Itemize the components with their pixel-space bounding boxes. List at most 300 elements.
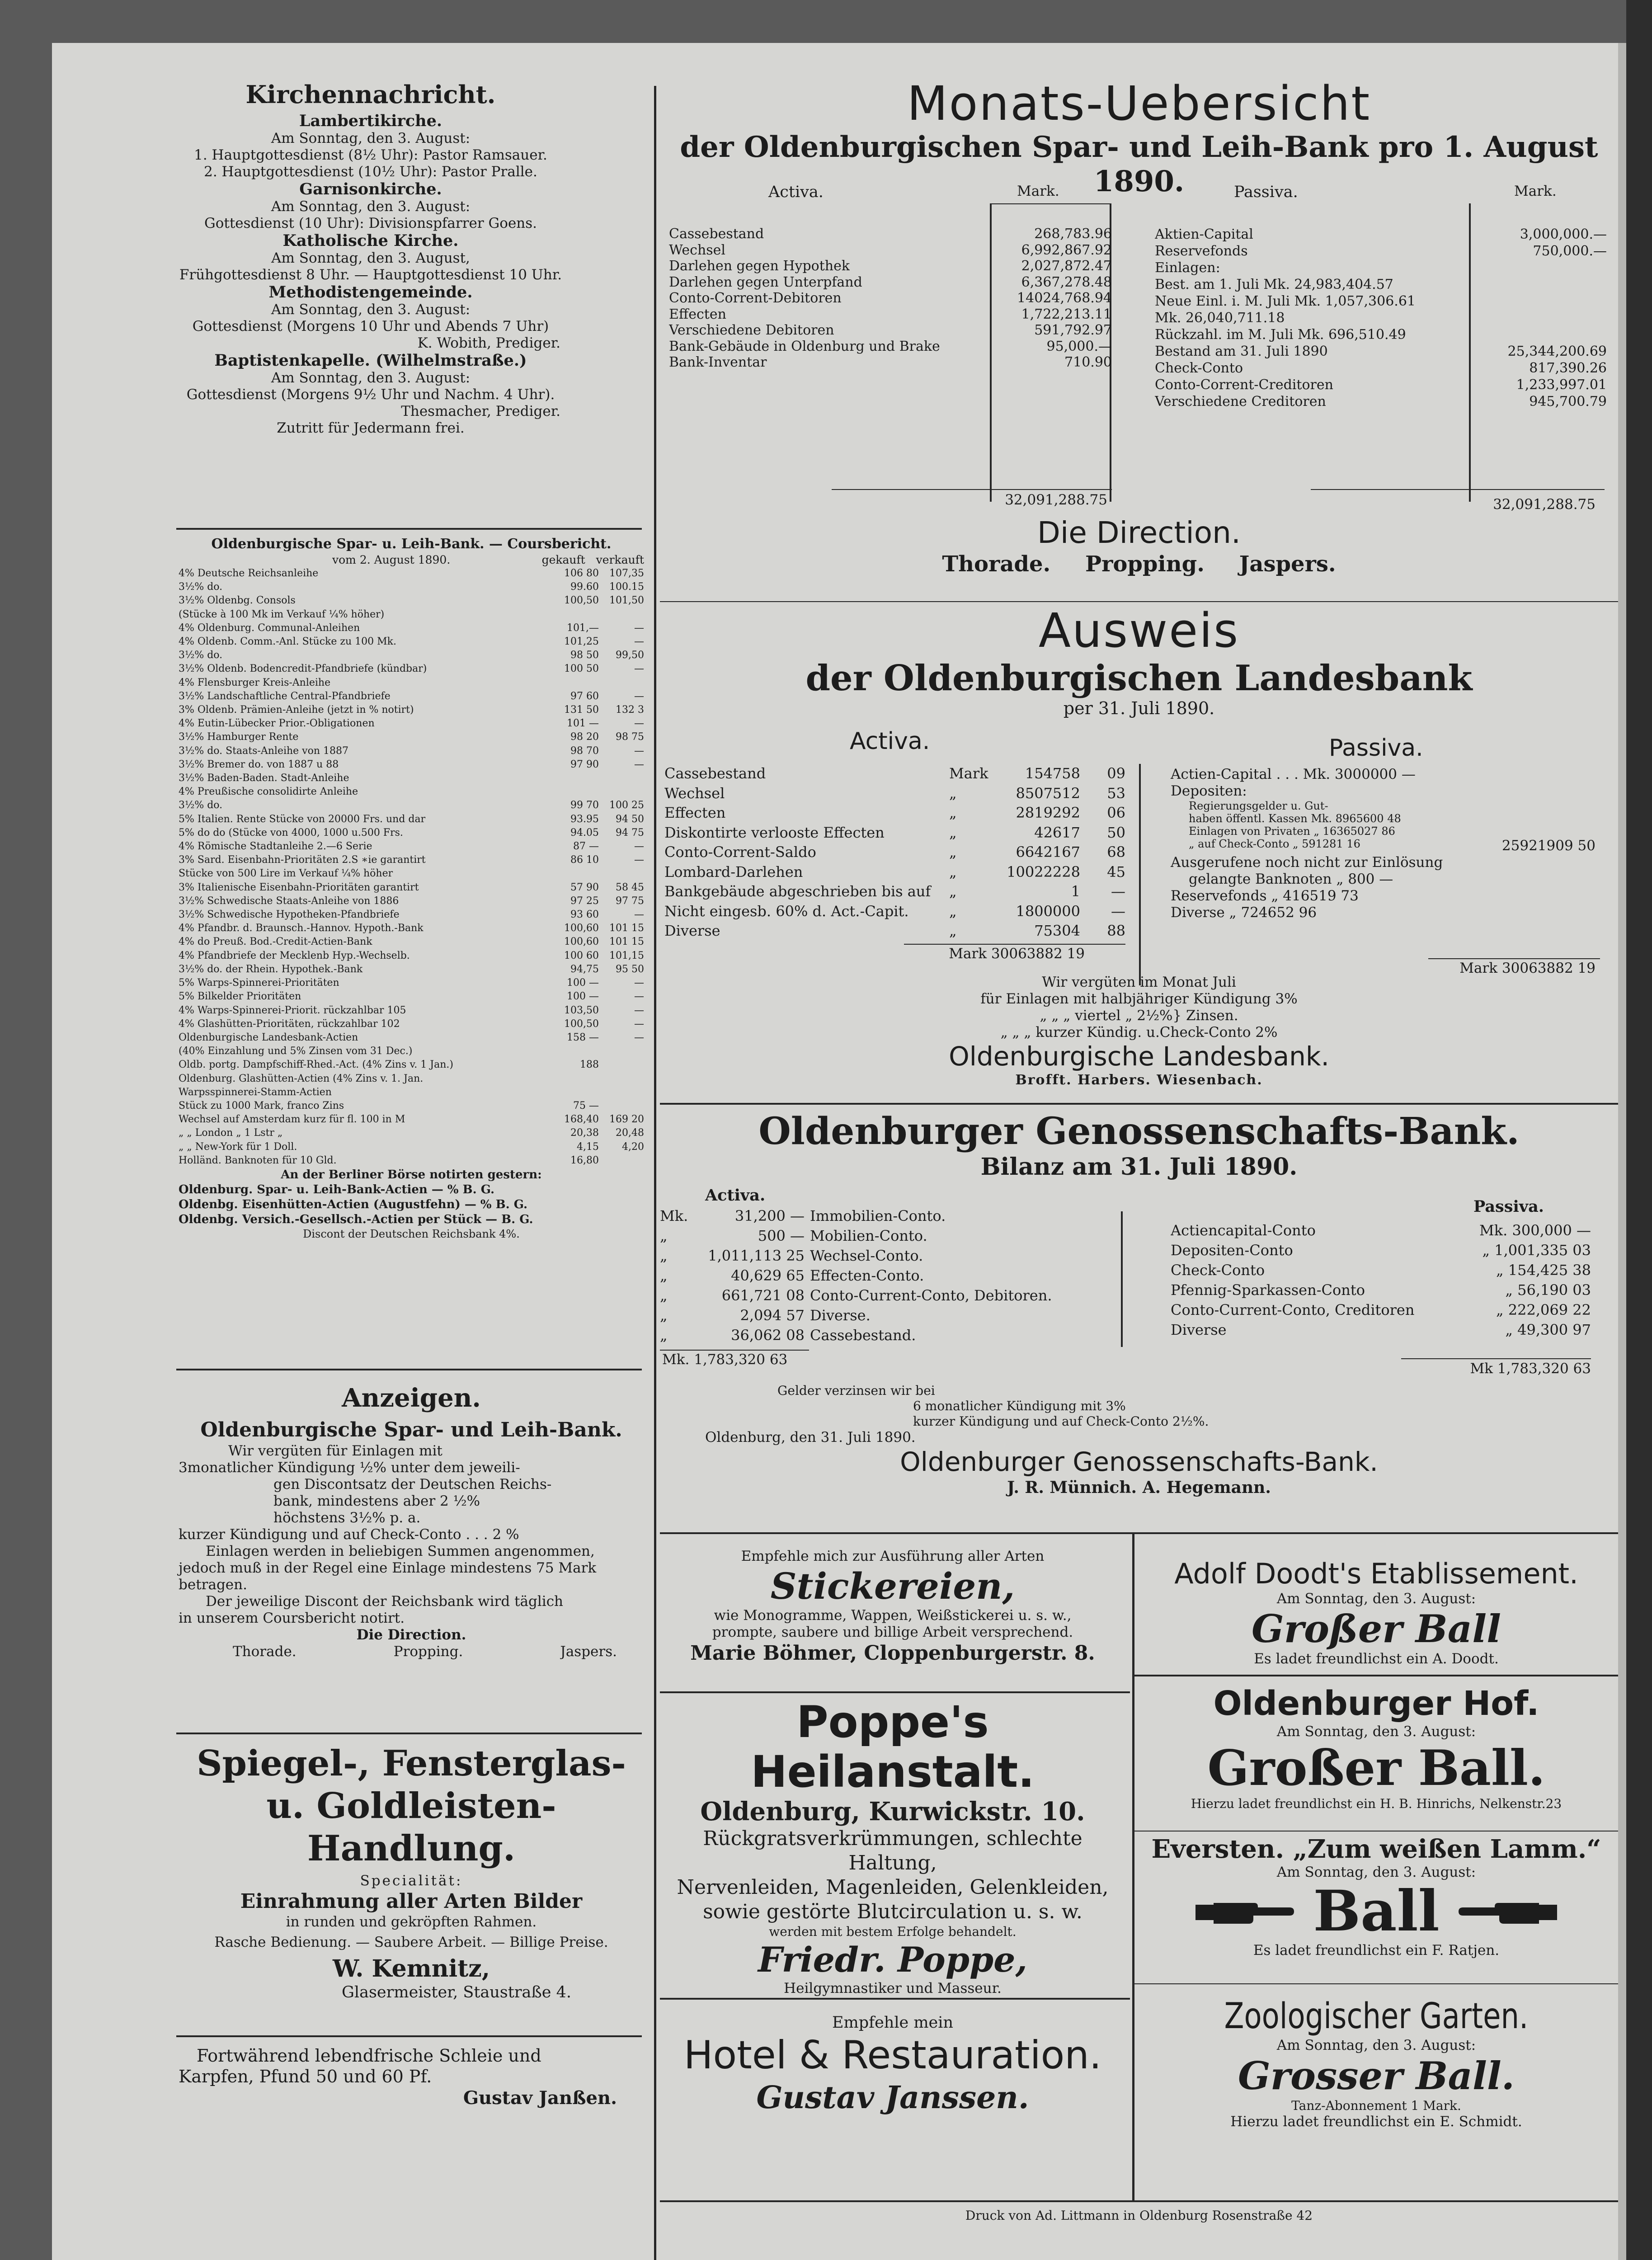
course-sold [599, 867, 644, 880]
course-name: 4% do Preuß. Bod.-Credit-Actien-Bank [179, 936, 372, 948]
savings-sig-1: Thorade. [233, 1643, 297, 1660]
monthly-activa-item: Bank-Gebäude in Oldenburg und Brake [669, 338, 940, 354]
monthly-activa-row [669, 258, 1112, 274]
course-name: „ „ London „ 1 Lstr „ [179, 1127, 283, 1139]
monthly-activa-row [669, 322, 1112, 339]
statement-activa-cents: 68 [1107, 843, 1125, 861]
berlin-line-2: Oldenbg. Eisenhütten-Actien (Augustfehn) — % B. G. [179, 1197, 528, 1211]
monthly-activa-value: 268,783.96 [1034, 226, 1112, 242]
course-sold: — [634, 1004, 644, 1016]
monthly-activa-item: Effecten [669, 306, 726, 322]
course-sold: — [634, 718, 644, 730]
rule [1134, 1831, 1618, 1832]
monthly-activa-item: Darlehen gegen Hypothek [669, 258, 850, 274]
coop-passiva-item: Depositen-Conto [1171, 1242, 1293, 1259]
lamberti-line-1: 1. Hauptgottesdienst (8½ Uhr): Pastor Ramsauer. [194, 147, 547, 163]
coop-passiva-label: Passiva. [1473, 1197, 1544, 1216]
monthly-passiva-value: 817,390.26 [1529, 360, 1607, 376]
course-row [179, 1072, 644, 1086]
course-bought: 100,50 [564, 1018, 599, 1030]
lamberti-heading: Lambertikirche. [299, 112, 442, 130]
monthly-activa-row [669, 274, 1112, 291]
eversten-ad [1139, 1834, 1614, 1959]
course-sold [599, 1058, 644, 1072]
embroidery-owner: Marie Böhmer, Cloppenburgerstr. 8. [690, 1642, 1095, 1665]
monthly-activa-row [669, 242, 1112, 259]
monthly-title: Monats-Uebersicht [907, 76, 1371, 131]
course-row [179, 949, 644, 963]
course-sold: 132 3 [616, 704, 644, 716]
embroidery-line-2: wie Monogramme, Wappen, Weißstickerei u. s. w., [714, 1607, 1072, 1624]
mirror-shop-address: Glasermeister, Staustraße 4. [341, 1983, 572, 2001]
monthly-activa-item: Verschiedene Debitoren [669, 322, 834, 338]
baptist-line: Gottesdienst (Morgens 9½ Uhr und Nachm. 4 Uhr). [186, 386, 555, 403]
savings-p3: gen Discontsatz der Deutschen Reichs- [273, 1476, 552, 1493]
course-bought: 100 — [567, 977, 599, 989]
course-bought [549, 676, 599, 690]
monthly-sig-2: Propping. [1085, 551, 1205, 577]
mirror-shop-service: Rasche Bedienung. — Saubere Arbeit. — Billige Preise. [214, 1934, 608, 1950]
statement-p4: haben öffentl. Kassen Mk. 8965600 48 [1189, 812, 1401, 825]
course-bought: 100 — [567, 991, 599, 1003]
monthly-passiva-row [1155, 326, 1607, 343]
statement-activa-item: Lombard-Darlehen [664, 863, 803, 880]
course-name: 4% Oldenb. Comm.-Anl. Stücke zu 100 Mk. [179, 636, 396, 648]
coop-activa-value: 661,721 08 [721, 1287, 805, 1304]
statement-activa-cents: 06 [1107, 804, 1125, 821]
coop-activa-item: Conto-Current-Conto, Debitoren. [810, 1287, 1052, 1304]
fish-owner: Gustav Janßen. [463, 2087, 617, 2109]
course-row [179, 635, 644, 649]
course-bought: 94,75 [570, 963, 599, 975]
coop-passiva-value: „ 222,069 22 [1496, 1301, 1591, 1318]
catholic-date: Am Sonntag, den 3. August, [271, 250, 470, 266]
eversten-ball: Ball [1313, 1879, 1440, 1944]
statement-activa-value: 10022228 [1007, 863, 1080, 880]
pointing-hand-left-icon [1458, 1891, 1557, 1932]
statement-activa-unit: Mark [949, 765, 988, 782]
course-row [179, 1099, 644, 1113]
course-row [179, 895, 644, 908]
book-spine [1626, 0, 1652, 2260]
coop-activa-unit: „ [660, 1327, 668, 1344]
baptist-preacher: Thesmacher, Prediger. [401, 403, 560, 419]
statement-activa-row [664, 921, 1125, 941]
monthly-activa-row [669, 354, 1112, 371]
lamberti-date: Am Sonntag, den 3. August: [271, 130, 471, 146]
statement-activa-unit: „ [949, 883, 957, 900]
doodt-ball: Großer Ball [1251, 1606, 1501, 1651]
statement-activa-item: Conto-Corrent-Saldo [664, 843, 816, 861]
course-bought: 101,— [567, 622, 599, 634]
statement-activa-value: 1 [1071, 883, 1080, 900]
coop-activa-row [660, 1206, 1112, 1226]
statement-activa-value: 6642167 [1016, 843, 1080, 861]
coop-passiva-item: Pfennig-Sparkassen-Conto [1171, 1281, 1365, 1299]
hof-invite: Hierzu ladet freundlichst ein H. B. Hinrichs, Nelkenstr.23 [1191, 1796, 1562, 1811]
mirror-shop-frames: in runden und gekröpften Rahmen. [286, 1914, 537, 1930]
course-name: 3½% Landschaftliche Central-Pfandbriefe [179, 690, 391, 702]
rule [1134, 1675, 1618, 1676]
course-name: 3½% do. [179, 650, 223, 661]
mirror-shop-title-2: u. Goldleisten-Handlung. [266, 1785, 556, 1869]
course-name: 3½% Baden-Baden. Stadt-Anleihe [179, 772, 349, 784]
ads-section [179, 1383, 644, 1660]
course-sold: — [634, 636, 644, 648]
statement-activa-item: Effecten [664, 804, 726, 821]
statement-p10: Diverse „ 724652 96 [1171, 904, 1317, 921]
course-name: 3½% do. [179, 800, 223, 811]
monthly-activa-value: 710.90 [1064, 354, 1112, 370]
monthly-passiva-row [1155, 259, 1607, 276]
course-name: 3½% do. Staats-Anleihe von 1887 [179, 745, 349, 757]
clinic-ad [658, 1697, 1128, 1997]
statement-p8: gelangte Banknoten „ 800 — [1189, 871, 1393, 887]
coop-passiva-row [1171, 1280, 1591, 1300]
course-sold: — [634, 991, 644, 1003]
statement-passiva-total: Mark 30063882 19 [1459, 960, 1596, 976]
monthly-passiva-row [1155, 276, 1607, 293]
monthly-passiva-item: Best. am 1. Juli Mk. 24,983,404.57 [1155, 277, 1393, 292]
clinic-line-2: Nervenleiden, Magenleiden, Gelenkleiden, [677, 1876, 1109, 1899]
statement-activa-row [664, 843, 1125, 862]
coop-passiva-item: Diverse [1171, 1321, 1227, 1338]
savings-p7: Einlagen werden in beliebigen Summen angenommen, [206, 1543, 595, 1559]
zoo-title: Zoologischer Garten. [1224, 1996, 1529, 2037]
coop-bank-statement [660, 1110, 1618, 1181]
statement-passiva-label: Passiva. [1329, 734, 1423, 762]
course-sold: 94 75 [616, 827, 644, 838]
course-name: 4% Pfandbriefe der Mecklenb Hyp.-Wechselb. [179, 950, 410, 961]
course-bought: 100,50 [564, 595, 599, 607]
baptist-note: Zutritt für Jedermann frei. [277, 420, 465, 436]
monthly-passiva-item: Check-Conto [1155, 360, 1243, 376]
course-title: Oldenburgische Spar- u. Leih-Bank. — Coursbericht. [211, 536, 612, 552]
monthly-activa-value: 95,000.— [1046, 338, 1112, 354]
rule [1134, 1983, 1618, 1984]
course-sold: — [634, 758, 644, 770]
course-row [179, 935, 644, 949]
course-sold: 169 20 [609, 1114, 644, 1125]
course-row [179, 567, 644, 580]
coop-passiva-row [1171, 1320, 1591, 1340]
monthly-activa-value: 6,367,278.48 [1021, 274, 1112, 290]
mirror-shop-owner: W. Kemnitz, [333, 1955, 490, 1982]
course-name: 5% Warps-Spinnerei-Prioritäten [179, 977, 339, 989]
coop-activa-row [660, 1266, 1112, 1285]
monthly-passiva-row [1155, 293, 1607, 310]
statement-p2: Depositen: [1171, 783, 1247, 799]
coop-passiva-item: Conto-Current-Conto, Creditoren [1171, 1301, 1415, 1318]
statement-activa-row [664, 882, 1125, 902]
monthly-mark-label-2: Mark. [1514, 183, 1557, 199]
course-row [179, 730, 644, 744]
course-bought: 57 90 [570, 881, 599, 893]
monthly-passiva-value [1480, 276, 1607, 293]
course-bought: 101,25 [564, 636, 599, 648]
coop-activa-item: Diverse. [810, 1307, 871, 1324]
course-name: 4% Oldenburg. Communal-Anleihen [179, 622, 360, 634]
course-bought: 98 70 [570, 745, 599, 757]
coop-activa-value: 36,062 08 [731, 1327, 805, 1344]
course-row [179, 662, 644, 676]
coop-g2: 6 monatlicher Kündigung mit 3% [913, 1398, 1126, 1413]
course-row [179, 785, 644, 799]
embroidery-line-1: Empfehle mich zur Ausführung aller Arten [741, 1548, 1045, 1564]
statement-activa-item: Nicht eingesb. 60% d. Act.-Capit. [664, 902, 909, 920]
course-row [179, 594, 644, 607]
statement-activa-unit: „ [949, 863, 957, 880]
monthly-activa-value: 2,027,872.47 [1021, 258, 1112, 274]
course-row [179, 1126, 644, 1140]
course-sold: 94 50 [616, 813, 644, 825]
course-sold: 101 15 [609, 923, 644, 934]
course-bought: 100 50 [564, 663, 599, 675]
berlin-line-3: Oldenbg. Versich.-Gesellsch.-Actien per Stück — B. G. [179, 1212, 533, 1226]
coop-passiva-row [1171, 1220, 1591, 1240]
monthly-passiva-value [1480, 259, 1607, 276]
course-bought [549, 1086, 599, 1099]
methodist-line: Gottesdienst (Morgens 10 Uhr und Abends 7 Uhr) [192, 318, 549, 334]
eversten-date: Am Sonntag, den 3. August: [1276, 1864, 1476, 1880]
doodt-invite: Es ladet freundlichst ein A. Doodt. [1254, 1651, 1499, 1667]
monthly-subtitle: der Oldenburgischen Spar- und Leih-Bank pro 1. August 1890. [680, 130, 1598, 198]
coop-passiva-total: Mk 1,783,320 63 [1470, 1361, 1591, 1377]
savings-bank-name: Oldenburgische Spar- und Leih-Bank. [200, 1418, 622, 1441]
statement-activa-cents: — [1111, 902, 1125, 920]
coop-passiva-item: Check-Conto [1171, 1262, 1265, 1279]
coop-passiva-value: „ 154,425 38 [1496, 1262, 1591, 1279]
course-rows [179, 567, 644, 1168]
monthly-passiva-item: Conto-Corrent-Creditoren [1155, 377, 1333, 393]
statement-v3: „ „ „ viertel „ 2½%} Zinsen. [1040, 1008, 1238, 1024]
rule [660, 601, 1618, 602]
course-sold [599, 608, 644, 622]
course-bought: 158 — [567, 1031, 599, 1043]
monthly-passiva-total: 32,091,288.75 [1493, 496, 1596, 513]
course-bought: 97 25 [570, 895, 599, 907]
coop-passiva-row [1171, 1260, 1591, 1280]
course-row [179, 690, 644, 703]
statement-activa-value: 8507512 [1016, 784, 1080, 802]
catholic-heading: Katholische Kirche. [282, 231, 459, 250]
course-name: 5% Bilkelder Prioritäten [179, 991, 301, 1003]
course-bought: 100,60 [564, 936, 599, 948]
course-sold [599, 1154, 644, 1168]
course-bought: 94.05 [570, 827, 599, 838]
statement-activa-row [664, 823, 1125, 843]
coop-passiva-row [1171, 1300, 1591, 1320]
course-row [179, 799, 644, 812]
course-name: 3½% Schwedische Hypotheken-Pfandbriefe [179, 909, 400, 921]
course-sold: — [634, 977, 644, 989]
clinic-line-4: werden mit bestem Erfolge behandelt. [769, 1924, 1017, 1939]
monthly-activa-value: 14024,768.94 [1017, 290, 1112, 306]
coop-activa-value: 2,094 57 [740, 1307, 805, 1324]
monthly-activa-row [669, 226, 1112, 242]
clinic-line-3: sowie gestörte Blutcirculation u. s. w. [703, 1900, 1083, 1923]
coop-activa-row [660, 1226, 1112, 1246]
monthly-passiva-row [1155, 310, 1607, 326]
fish-line-2: Karpfen, Pfund 50 und 60 Pf. [179, 2067, 432, 2086]
statement-activa-cents: 88 [1107, 922, 1125, 939]
coop-passiva-value: Mk. 300,000 — [1479, 1222, 1591, 1239]
course-name: 5% do do (Stücke von 4000, 1000 u.500 Frs. [179, 827, 403, 838]
statement-activa-unit: „ [949, 902, 957, 920]
pointing-hand-right-icon [1195, 1891, 1295, 1932]
course-name: 4% Eutin-Lübecker Prior.-Obligationen [179, 718, 375, 730]
course-row [179, 622, 644, 635]
savings-p1: Wir vergüten für Einlagen mit [228, 1443, 442, 1459]
monthly-passiva-row [1155, 226, 1607, 243]
statement-activa-cents: 53 [1107, 784, 1125, 802]
monthly-activa-value: 6,992,867.92 [1021, 242, 1112, 258]
hof-date: Am Sonntag, den 3. August: [1276, 1723, 1476, 1740]
monthly-activa-item: Wechsel [669, 242, 726, 258]
savings-sig-3: Jaspers. [560, 1643, 617, 1660]
monthly-activa-item: Darlehen gegen Unterpfand [669, 274, 862, 290]
coop-title: Oldenburger Genossenschafts-Bank. [758, 1110, 1520, 1153]
course-sold: — [634, 622, 644, 634]
mirror-shop-title-1: Spiegel-, Fensterglas- [197, 1743, 626, 1784]
baptist-date: Am Sonntag, den 3. August: [271, 370, 471, 386]
hof-title: Oldenburger Hof. [1213, 1684, 1539, 1723]
baptist-heading: Baptistenkapelle. (Wilhelmstraße.) [214, 351, 527, 370]
coop-activa-item: Cassebestand. [810, 1327, 916, 1344]
course-sold [599, 676, 644, 690]
course-name: 4% Pfandbr. d. Braunsch.-Hannov. Hypoth.-Bank [179, 923, 424, 934]
course-bought: 100,60 [564, 923, 599, 934]
statement-signatures: Brofft. Harbers. Wiesenbach. [1015, 1072, 1263, 1088]
coop-balance-date: Bilanz am 31. Juli 1890. [980, 1153, 1298, 1181]
fish-ad [179, 2045, 644, 2109]
course-row [179, 1045, 644, 1058]
rule [832, 489, 1112, 490]
monthly-activa-item: Bank-Inventar [669, 354, 767, 370]
course-sold: 107,35 [609, 568, 644, 579]
monthly-passiva-row [1155, 393, 1607, 410]
mirror-shop-framing: Einrahmung aller Arten Bilder [240, 1890, 583, 1913]
column-divider [654, 86, 656, 2260]
course-name: 4% Preußische consolidirte Anleihe [179, 786, 358, 798]
course-sold: 100.15 [609, 581, 644, 593]
rule [904, 944, 1125, 945]
course-row [179, 676, 644, 690]
embroidery-ad [658, 1548, 1128, 1666]
course-name: 3½% Schwedische Staats-Anleihe von 1886 [179, 895, 399, 907]
course-row [179, 853, 644, 867]
course-name: 4% Flensburger Kreis-Anleihe [179, 677, 331, 688]
savings-p9: betragen. [179, 1577, 247, 1593]
course-name: Stücke von 500 Lire im Verkauf ¼% höher [179, 868, 393, 880]
rule [660, 1691, 1130, 1693]
course-row [179, 881, 644, 895]
statement-activa-item: Wechsel [664, 784, 725, 802]
course-bought: 101 — [567, 718, 599, 730]
doodt-date: Am Sonntag, den 3. August: [1276, 1591, 1476, 1607]
church-title: Kirchennachricht. [245, 80, 496, 109]
statement-activa-cents: 50 [1107, 824, 1125, 841]
savings-p2: 3monatlicher Kündigung ½% unter dem jeweili- [179, 1460, 520, 1476]
course-row [179, 976, 644, 990]
coop-passiva-rows [1171, 1220, 1591, 1340]
coop-activa-label: Activa. [705, 1186, 766, 1205]
coop-activa-item: Mobilien-Conto. [810, 1227, 927, 1244]
statement-p9: Reservefonds „ 416519 73 [1171, 888, 1359, 904]
monthly-passiva-item: Reservefonds [1155, 243, 1248, 259]
monthly-activa-item: Conto-Corrent-Debitoren [669, 290, 842, 306]
savings-p4: bank, mindestens aber 2 ½% [273, 1493, 480, 1509]
course-bought: 87 — [573, 841, 599, 852]
course-name: (40% Einzahlung und 5% Zinsen vom 31 Dec.) [179, 1045, 413, 1057]
course-name: 3½% do. [179, 581, 223, 593]
course-bought [549, 867, 599, 880]
statement-activa-value: 154758 [1025, 765, 1080, 782]
coop-activa-unit: „ [660, 1287, 668, 1304]
coop-activa-value: 40,629 65 [731, 1267, 805, 1284]
statement-activa-value: 75304 [1034, 922, 1080, 939]
course-bought [549, 1072, 599, 1086]
statement-p6-value: 25921909 50 [1501, 838, 1596, 854]
course-sold [599, 1045, 644, 1058]
monthly-mark-label-1: Mark. [1017, 183, 1059, 199]
course-name: 3½% Bremer do. von 1887 u 88 [179, 758, 339, 770]
course-bought: 97 90 [570, 758, 599, 770]
clinic-owner: Friedr. Poppe, [758, 1940, 1027, 1980]
rule [1401, 1358, 1591, 1359]
statement-landesbank [660, 603, 1618, 717]
course-sold: 97 75 [616, 895, 644, 907]
course-sold [599, 1099, 644, 1113]
rule [1139, 764, 1141, 985]
zoo-ball: Grosser Ball. [1238, 2053, 1515, 2098]
statement-date: per 31. Juli 1890. [1063, 698, 1215, 718]
monthly-sig-3: Jaspers. [1239, 551, 1336, 577]
statement-p5: Einlagen von Privaten „ 16365027 86 [1189, 825, 1395, 838]
course-row [179, 744, 644, 758]
course-row [179, 649, 644, 662]
course-name: 3½% Oldenb. Bodencredit-Pfandbriefe (kündbar) [179, 663, 427, 675]
statement-activa-value: 42617 [1034, 824, 1080, 841]
monthly-passiva-row [1155, 243, 1607, 259]
embroidery-title: Stickereien, [770, 1565, 1015, 1607]
monthly-activa-label: Activa. [768, 183, 824, 201]
monthly-passiva-value [1480, 326, 1607, 343]
coop-activa-value: 31,200 — [734, 1207, 805, 1224]
embroidery-line-3: prompte, saubere und billige Arbeit versprechend. [712, 1624, 1073, 1640]
course-name: Oldenburg. Glashütten-Actien (4% Zins v. 1. Jan. [179, 1073, 424, 1084]
monthly-passiva-label: Passiva. [1234, 183, 1298, 201]
statement-activa-row [664, 764, 1125, 784]
printer-imprint: Druck von Ad. Littmann in Oldenburg Rosenstraße 42 [965, 2208, 1313, 2223]
statement-p6: „ auf Check-Conto „ 591281 16 [1189, 838, 1360, 850]
course-row [179, 867, 644, 880]
course-name: 3½% Hamburger Rente [179, 731, 299, 743]
course-sold: 101,15 [609, 950, 644, 961]
coop-activa-unit: „ [660, 1247, 668, 1264]
coop-activa-total: Mk. 1,783,320 63 [662, 1351, 788, 1368]
course-bought: 4,15 [577, 1141, 599, 1153]
coop-activa-item: Effecten-Conto. [810, 1267, 924, 1284]
statement-activa-unit: „ [949, 784, 957, 802]
discount-note: Discont der Deutschen Reichsbank 4%. [303, 1227, 520, 1240]
course-row [179, 1140, 644, 1154]
coop-activa-value: 500 — [758, 1227, 805, 1244]
coop-activa-unit: „ [660, 1307, 668, 1324]
course-sold: 98 75 [616, 731, 644, 743]
course-sold [599, 785, 644, 799]
coop-activa-value: 1,011,113 25 [708, 1247, 805, 1264]
